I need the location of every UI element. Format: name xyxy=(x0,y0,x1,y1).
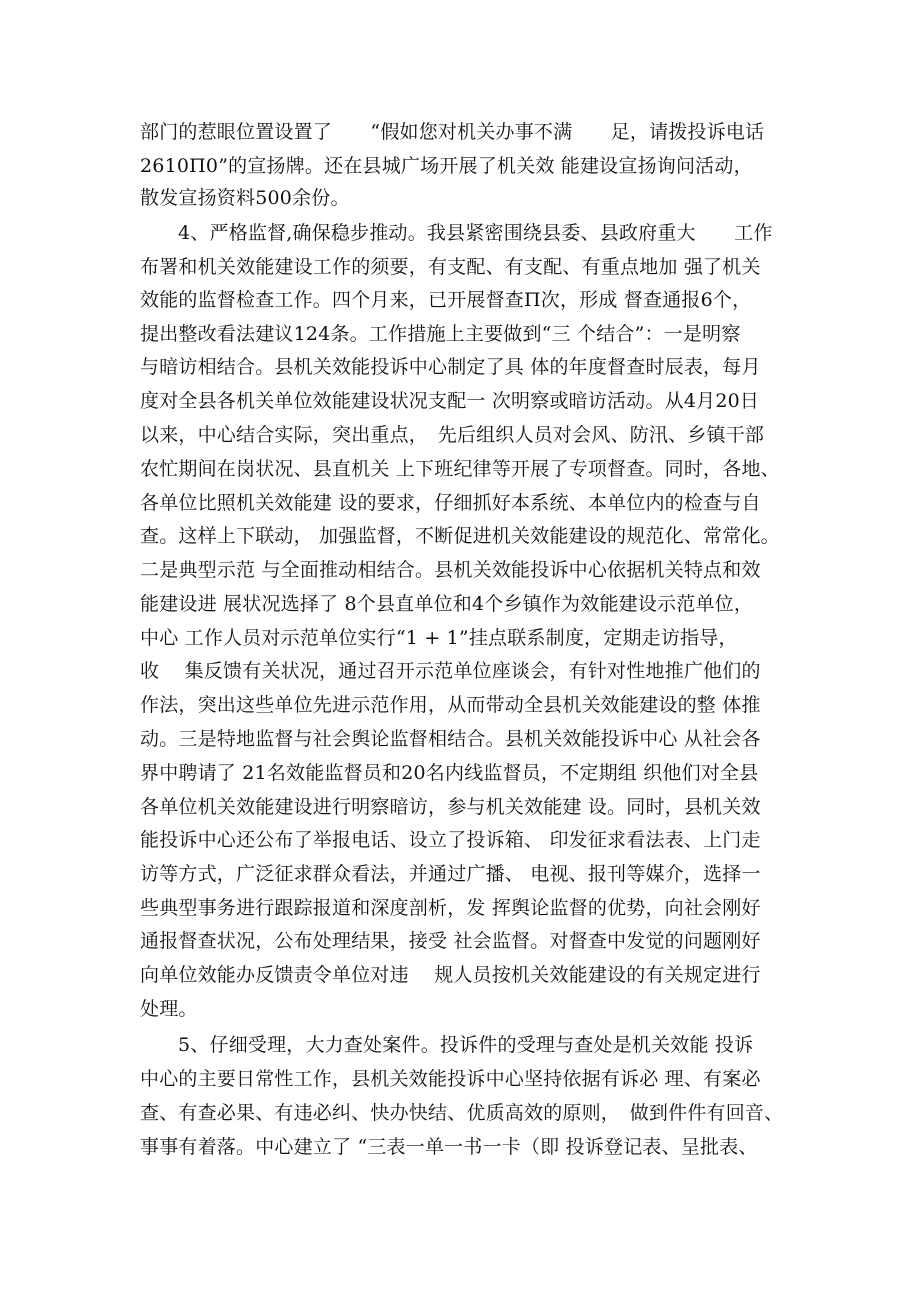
text-line: 2610Π0”的宣扬牌。还在县城广场开展了机关效 能建设宣扬询问活动， xyxy=(140,155,753,177)
text-line: 查、有查必果、有违必纠、快办快结、优质高效的原则， 做到件件有回音、 xyxy=(140,1102,784,1124)
text-line: 动。三是特地监督与社会舆论监督相结合。县机关效能投诉中心 从社会各 xyxy=(140,728,761,750)
text-line: 各单位比照机关效能建 设的要求，仔细抓好本系统、本单位内的检查与自 xyxy=(140,492,761,514)
text-line: 布署和机关效能建设工作的须要，有支配、有支配、有重点地加 强了机关 xyxy=(140,256,761,278)
text-line: 事事有着落。中心建立了 “三表一单一书一卡（即 投诉登记表、呈批表、 xyxy=(140,1136,758,1158)
text-line: 中心 工作人员对示范单位实行“1 + 1”挂点联系制度，定期走访指导， xyxy=(140,627,738,649)
text-line: 收 集反馈有关状况，通过召开示范单位座谈会，有针对性地推广他们的 xyxy=(140,660,761,682)
text-line: 提出整改看法建议124条。工作措施上主要做到“三 个结合”：一是明察 xyxy=(140,323,741,345)
text-line: 访等方式，广泛征求群众看法，并通过广播、 电视、报刊等媒介，选择一 xyxy=(140,863,761,885)
text-line: 查。这样上下联动， 加强监督，不断促进机关效能建设的规范化、常常化。 xyxy=(140,525,780,547)
text-line: 中心的主要日常性工作，县机关效能投诉中心坚持依据有诉必 理、有案必 xyxy=(140,1068,761,1090)
paragraph-5-line: 5、仔细受理，大力查处案件。投诉件的受理与查处是机关效能 投诉 xyxy=(178,1034,754,1056)
text-line: 通报督查状况，公布处理结果，接受 社会监督。对督查中发觉的问题刚好 xyxy=(140,930,761,952)
text-line: 效能的监督检查工作。四个月来，已开展督查Π次，形成 督查通报6个， xyxy=(140,289,752,311)
text-line: 部门的惹眼位置设置了 “假如您对机关办事不满 足，请拨投诉电话 xyxy=(140,121,765,143)
paragraph-4-line: 4、严格监督,确保稳步推动。我县紧密围绕县委、县政府重大 工作 xyxy=(178,222,773,244)
text-line: 度对全县各机关单位效能建设状况支配一 次明察或暗访活动。从4月20日 xyxy=(140,390,760,412)
text-line: 与暗访相结合。县机关效能投诉中心制定了具 体的年度督查时辰表，每月 xyxy=(140,356,761,378)
text-line: 界中聘请了 21名效能监督员和20名内线监督员，不定期组 织他们对全县 xyxy=(140,762,759,784)
text-line: 作法，突出这些单位先进示范作用，从而带动全县机关效能建设的整 体推 xyxy=(140,694,761,716)
text-line: 能投诉中心还公布了举报电话、设立了投诉箱、 印发征求看法表、上门走 xyxy=(140,829,761,851)
text-line: 向单位效能办反馈责令单位对违 规人员按机关效能建设的有关规定进行 xyxy=(140,964,761,986)
text-line: 散发宣扬资料500余份。 xyxy=(140,187,350,209)
text-line: 能建设进 展状况选择了 8个县直单位和4个乡镇作为效能建设示范单位， xyxy=(140,593,754,615)
text-line: 些典型事务进行跟踪报道和深度剖析，发 挥舆论监督的优势，向社会刚好 xyxy=(140,897,761,919)
text-line: 二是典型示范 与全面推动相结合。县机关效能投诉中心依据机关特点和效 xyxy=(140,559,761,581)
text-line: 以来，中心结合实际，突出重点， 先后组织人员对会风、防汛、乡镇干部 xyxy=(140,424,765,446)
text-line: 农忙期间在岗状况、县直机关 上下班纪律等开展了专项督查。同时，各地、 xyxy=(140,458,780,480)
text-line: 各单位机关效能建设进行明察暗访，参与机关效能建 设。同时，县机关效 xyxy=(140,796,761,818)
text-line: 处理。 xyxy=(140,998,198,1020)
